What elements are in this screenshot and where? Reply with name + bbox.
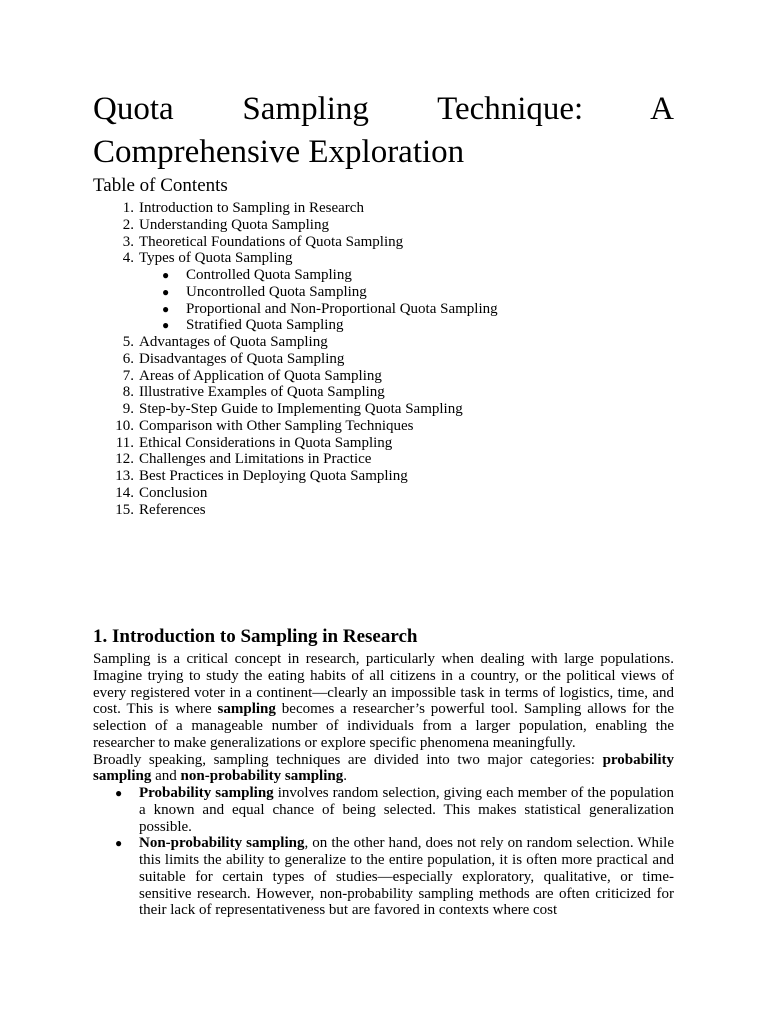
toc-item-number: 4.	[122, 250, 134, 267]
toc-item-number: 9.	[122, 401, 134, 417]
toc-item-number: 10.	[115, 417, 134, 434]
toc-subitem-text: Stratified Quota Sampling	[186, 317, 344, 334]
toc-subitem-text: Proportional and Non-Proportional Quota Sampling	[186, 300, 498, 317]
toc-item-number: 3.	[122, 233, 134, 250]
bold-term: sampling	[217, 701, 276, 718]
toc-subitem-text: Controlled Quota Sampling	[186, 267, 352, 283]
bullet-icon: ●	[162, 284, 170, 299]
bullet-list	[93, 785, 674, 919]
bold-term: Probability sampling	[139, 785, 274, 801]
paragraph	[93, 651, 674, 752]
toc-item-number: 14.	[115, 484, 134, 501]
bold-term: probability sampling	[93, 751, 674, 785]
toc-item-number: 15.	[115, 501, 134, 518]
list-item	[93, 835, 674, 919]
toc-item-text: Understanding Quota Sampling	[139, 216, 329, 233]
paragraph-text: and	[151, 768, 181, 785]
list-item	[93, 785, 674, 835]
toc-item-text: Introduction to Sampling in Research	[139, 200, 364, 216]
paragraph-text: .	[343, 768, 347, 785]
toc-item-number: 12.	[115, 451, 134, 468]
document-title: Quota Sampling Technique: A Comprehensive Exploration	[93, 91, 674, 170]
bullet-icon: ●	[115, 786, 123, 800]
toc-item-text: Conclusion	[139, 484, 208, 501]
bold-term: Non-probability sampling	[139, 835, 305, 852]
toc-item-text: Illustrative Examples of Quota Sampling	[139, 384, 385, 401]
toc-item-number: 8.	[122, 384, 134, 401]
list-item-text: involves random selection, giving each member of the population a known and equal chance of being selected. This makes statistical generalization possible.	[139, 785, 674, 835]
toc-item-text: Areas of Application of Quota Sampling	[139, 367, 382, 384]
paragraph	[93, 752, 674, 786]
list-item-text: , on the other hand, does not rely on random selection. While this limits the ability to generalize to the entire population, it is often more practical and suitable for certain types of studies—especially exploratory, qualitative, or time-sensitive research. However, non-probability sampling methods are often criticized for their lack of representativeness but are favored in contexts where cost	[139, 835, 674, 919]
toc-item-text: Theoretical Foundations of Quota Sampling	[139, 233, 404, 250]
toc-item-text: References	[139, 501, 206, 518]
section-body	[93, 651, 674, 919]
toc-item-text: Ethical Considerations in Quota Sampling	[139, 434, 393, 451]
toc-item-text: Best Practices in Deploying Quota Sampling	[139, 468, 408, 484]
bullet-icon: ●	[162, 318, 170, 333]
bullet-icon: ●	[162, 268, 170, 282]
paragraph-text: becomes a researcher’s powerful tool. Sampling allows for the selection of a manageable number of individuals from a larger population, enabling the researcher to make generalizations or explore specific phenomena meaningfully.	[93, 701, 674, 751]
toc-item-number: 5.	[122, 334, 134, 350]
toc-item-text: Types of Quota Sampling	[139, 250, 293, 267]
toc-item-number: 11.	[115, 434, 134, 451]
paragraph-text: Broadly speaking, sampling techniques are divided into two major categories:	[93, 751, 603, 768]
section-heading: 1. Introduction to Sampling in Research	[93, 626, 418, 647]
toc-heading: Table of Contents	[93, 175, 228, 196]
toc-item-text: Comparison with Other Sampling Techniques	[139, 417, 414, 434]
toc-item-number: 13.	[115, 468, 134, 484]
bullet-icon: ●	[162, 301, 170, 316]
toc-subitem-text: Uncontrolled Quota Sampling	[186, 283, 367, 300]
toc-item-number: 7.	[122, 367, 134, 384]
bold-term: non-probability sampling	[180, 768, 344, 785]
toc-item-text: Step-by-Step Guide to Implementing Quota Sampling	[139, 401, 463, 417]
toc-item-number: 1.	[122, 200, 134, 216]
toc-item-text: Challenges and Limitations in Practice	[139, 451, 372, 468]
toc-item-number: 6.	[122, 350, 134, 367]
toc-item-number: 2.	[122, 216, 134, 233]
toc-item-text: Advantages of Quota Sampling	[139, 334, 328, 350]
paragraph-text: Sampling is a critical concept in research, particularly when dealing with large populations. Imagine trying to study the eating habits of all citizens in a country, or the political views of every registered voter in a continent—clearly an impossible task in terms of logistics, time, and cost. This is where	[93, 651, 674, 718]
bullet-icon: ●	[115, 836, 123, 851]
toc-item-text: Disadvantages of Quota Sampling	[139, 350, 345, 367]
